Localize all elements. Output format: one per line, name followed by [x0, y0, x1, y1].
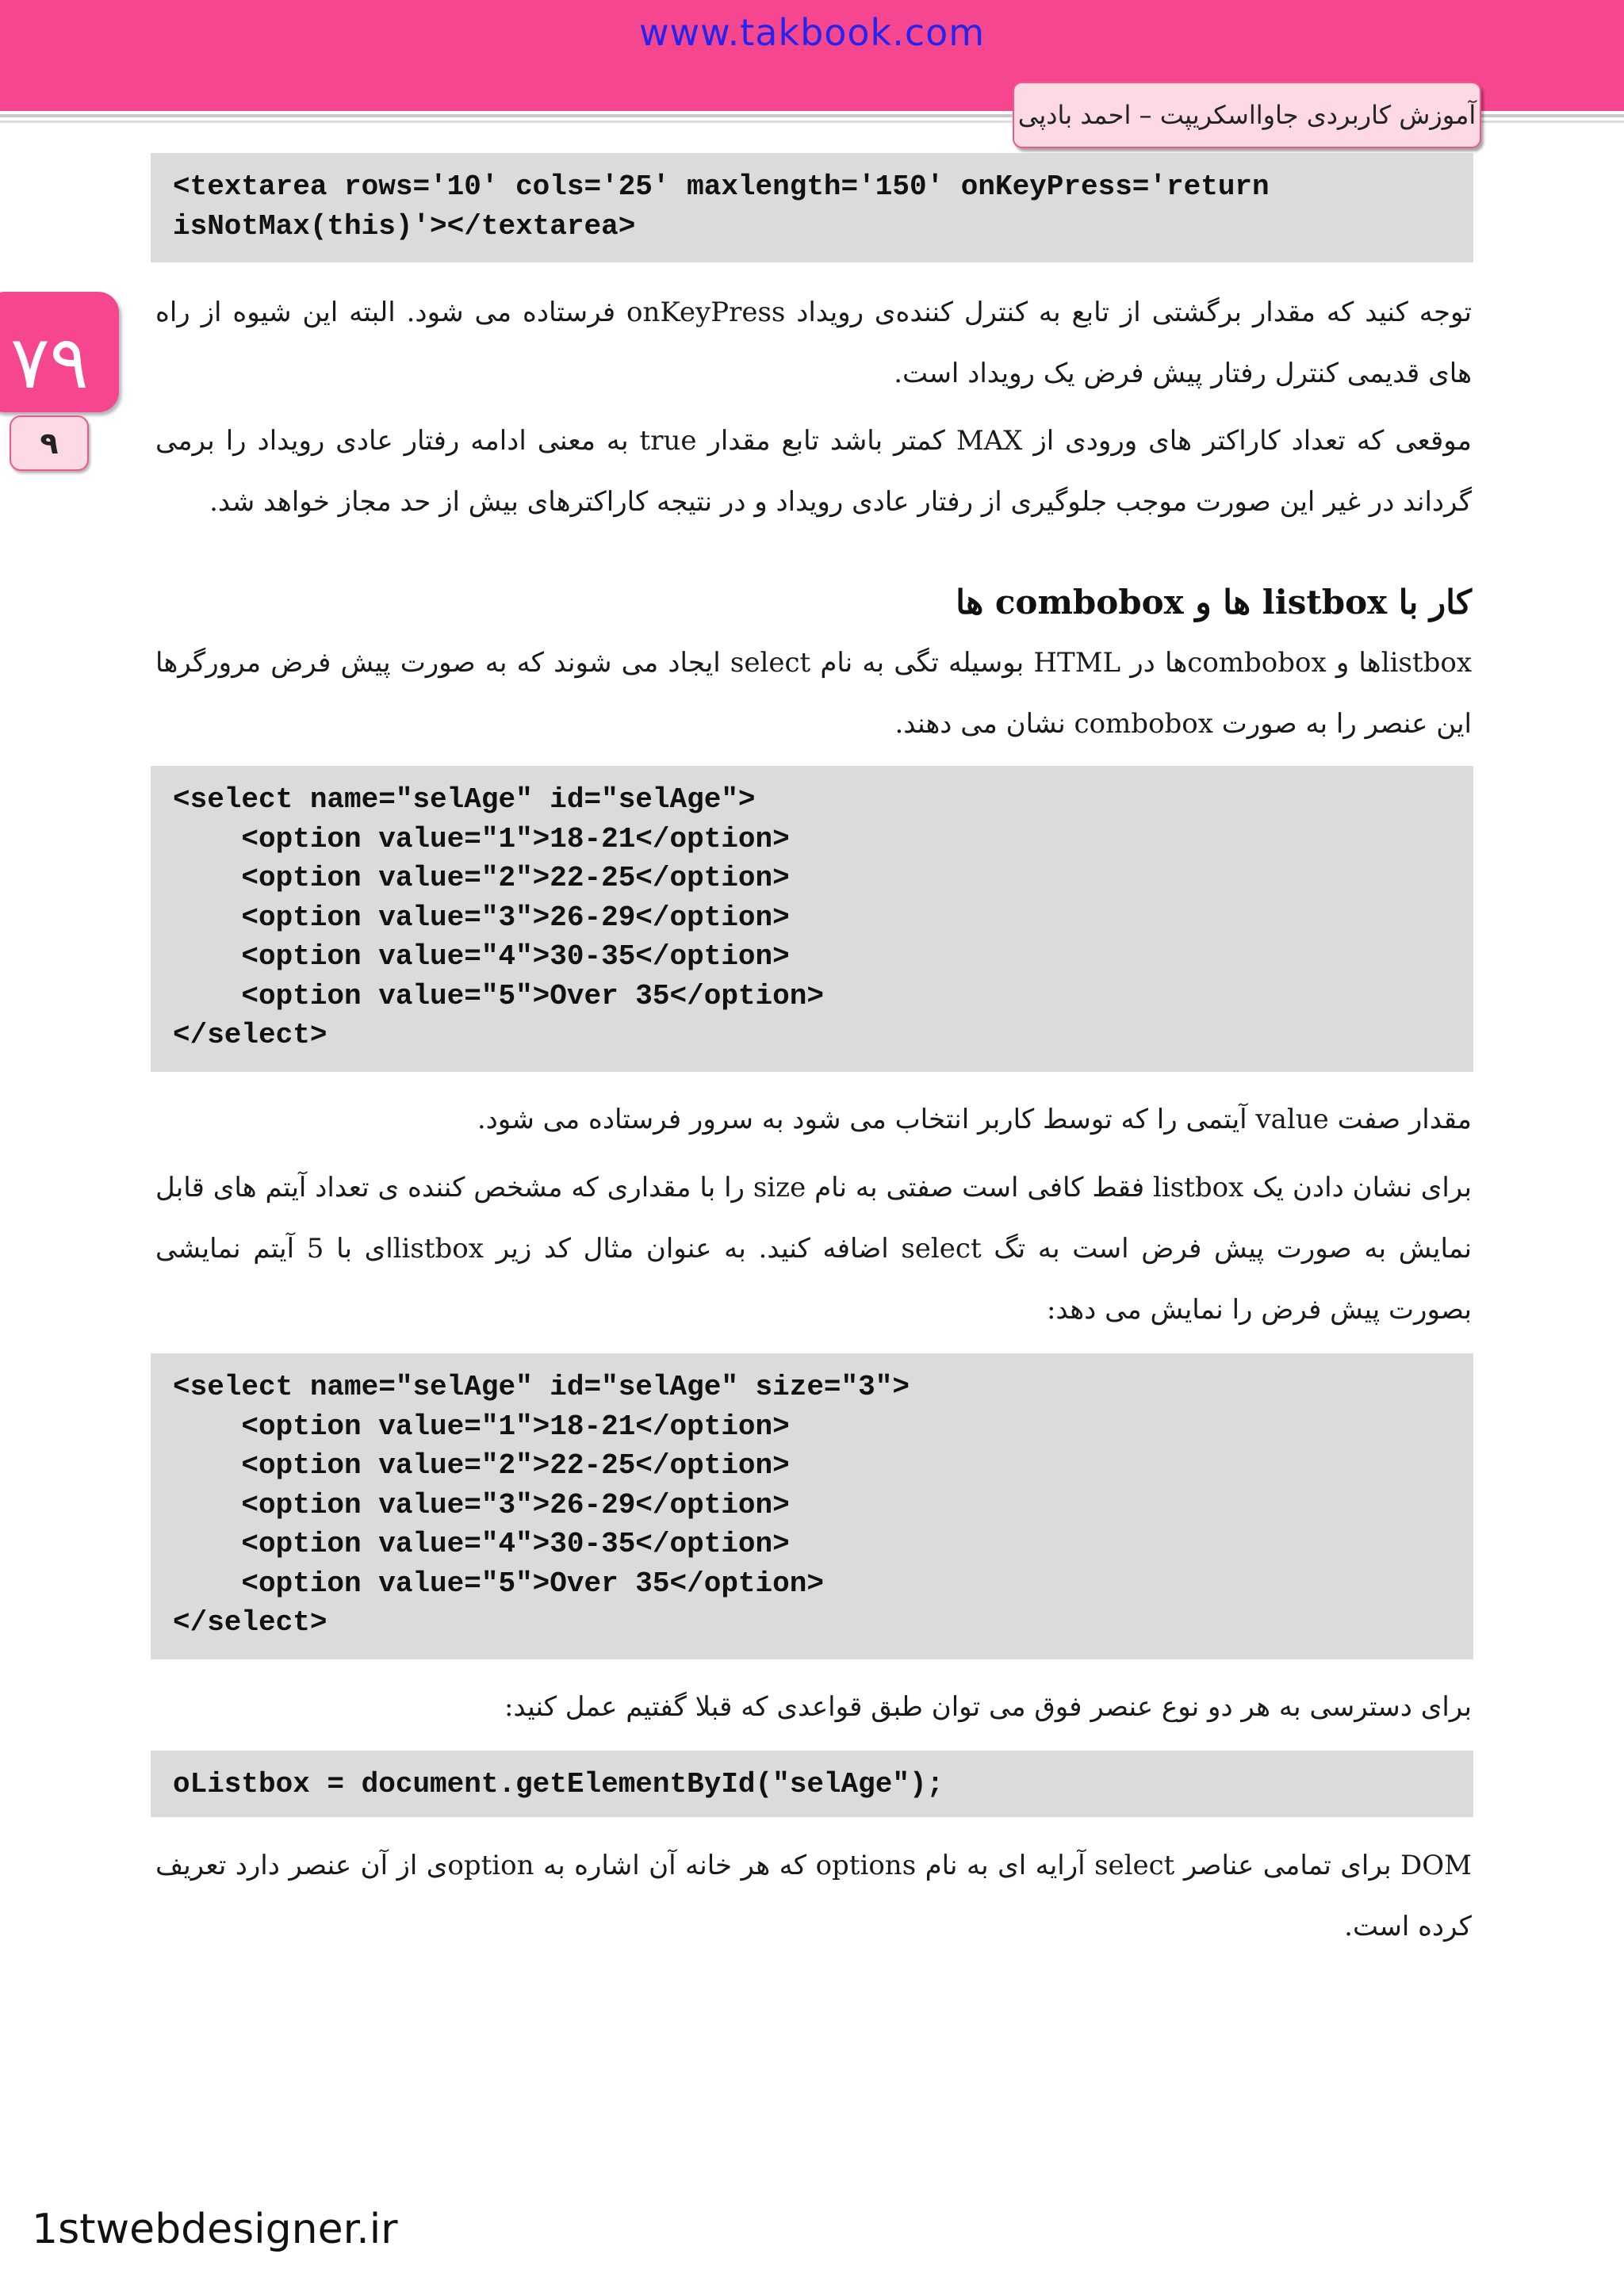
code-block-select: <select name="selAge" id="selAge"> <option value="1">18-21</option> <option value="2">22-25</option> <option value="3">26-29</option> <option value="4">30-35</option> <option value="5">Over 35</option> </select> — [151, 766, 1473, 1072]
footer-watermark[interactable]: 1stwebdesigner.ir — [32, 2206, 398, 2253]
paragraph-select-intro: listboxها و comboboxها در HTML بوسیله تگی به نام select ایجاد می شوند که به صورت پیش فرض مرورگرها این عنصر را به صورت combobox نشان می دهند. — [155, 647, 1472, 740]
chapter-number-badge — [10, 415, 89, 471]
chapter-number: ۹ — [40, 426, 59, 461]
site-url[interactable]: www.takbook.com — [638, 11, 986, 54]
code-block-select-size: <select name="selAge" id="selAge" size="3"> <option value="1">18-21</option> <option value="2">22-25</option> <option value="3">26-29</option> <option value="4">30-35</option> <option value="5">Over 35</option> </select> — [151, 1353, 1473, 1659]
section-heading: کار با listbox ها و combobox ها — [956, 583, 1472, 622]
book-title-tab — [1013, 82, 1481, 148]
paragraph-access-elements: برای دسترسی به هر دو نوع عنصر فوق می توان طبق قواعدی که قبلا گفتیم عمل کنید: — [504, 1691, 1472, 1723]
paragraph-value-attribute: مقدار صفت value آیتمی را که توسط کاربر انتخاب می شود به سرور فرستاده می شود. — [477, 1104, 1472, 1135]
code-block-textarea: <textarea rows='10' cols='25' maxlength='150' onKeyPress='return isNotMax(this)'></textarea> — [151, 153, 1473, 262]
paragraph-size-attribute: برای نشان دادن یک listbox فقط کافی است صفتی به نام size را با مقداری که مشخص کننده ی تعداد آیتم های قابل نمایش به صورت پیش فرض است به تگ select اضافه کنید. به عنوان مثال کد زیر listboxای با 5 آیتم نمایشی بصورت پیش فرض را نمایش می دهد: — [155, 1172, 1473, 1326]
code-block-getelementbyid: oListbox = document.getElementById("selAge"); — [151, 1751, 1473, 1817]
page-number: ۷۹ — [10, 320, 89, 405]
book-title: آموزش کاربردی جاوااسکریپت – احمد بادپی — [1017, 100, 1477, 130]
paragraph-max-check: موقعی که تعداد کاراکتر های ورودی از MAX کمتر باشد تابع مقدار true به معنی ادامه رفتار عادی رویداد را برمی گرداند در غیر این صورت موجب جلوگیری از رفتار عادی رویداد و در نتیجه کاراکترهای بیش از حد مجاز خواهد شد. — [155, 425, 1472, 518]
paragraph-options-array: DOM برای تمامی عناصر select آرایه ای به نام options که هر خانه آن اشاره به optionی از آن عنصر دارد تعریف کرده است. — [155, 1850, 1472, 1942]
paragraph-onkeypress: توجه کنید که مقدار برگشتی از تابع به کنترل کننده‌ی رویداد onKeyPress فرستاده می شود. البته این شیوه از راه های قدیمی کنترل رفتار پیش فرض یک رویداد است. — [155, 297, 1473, 389]
